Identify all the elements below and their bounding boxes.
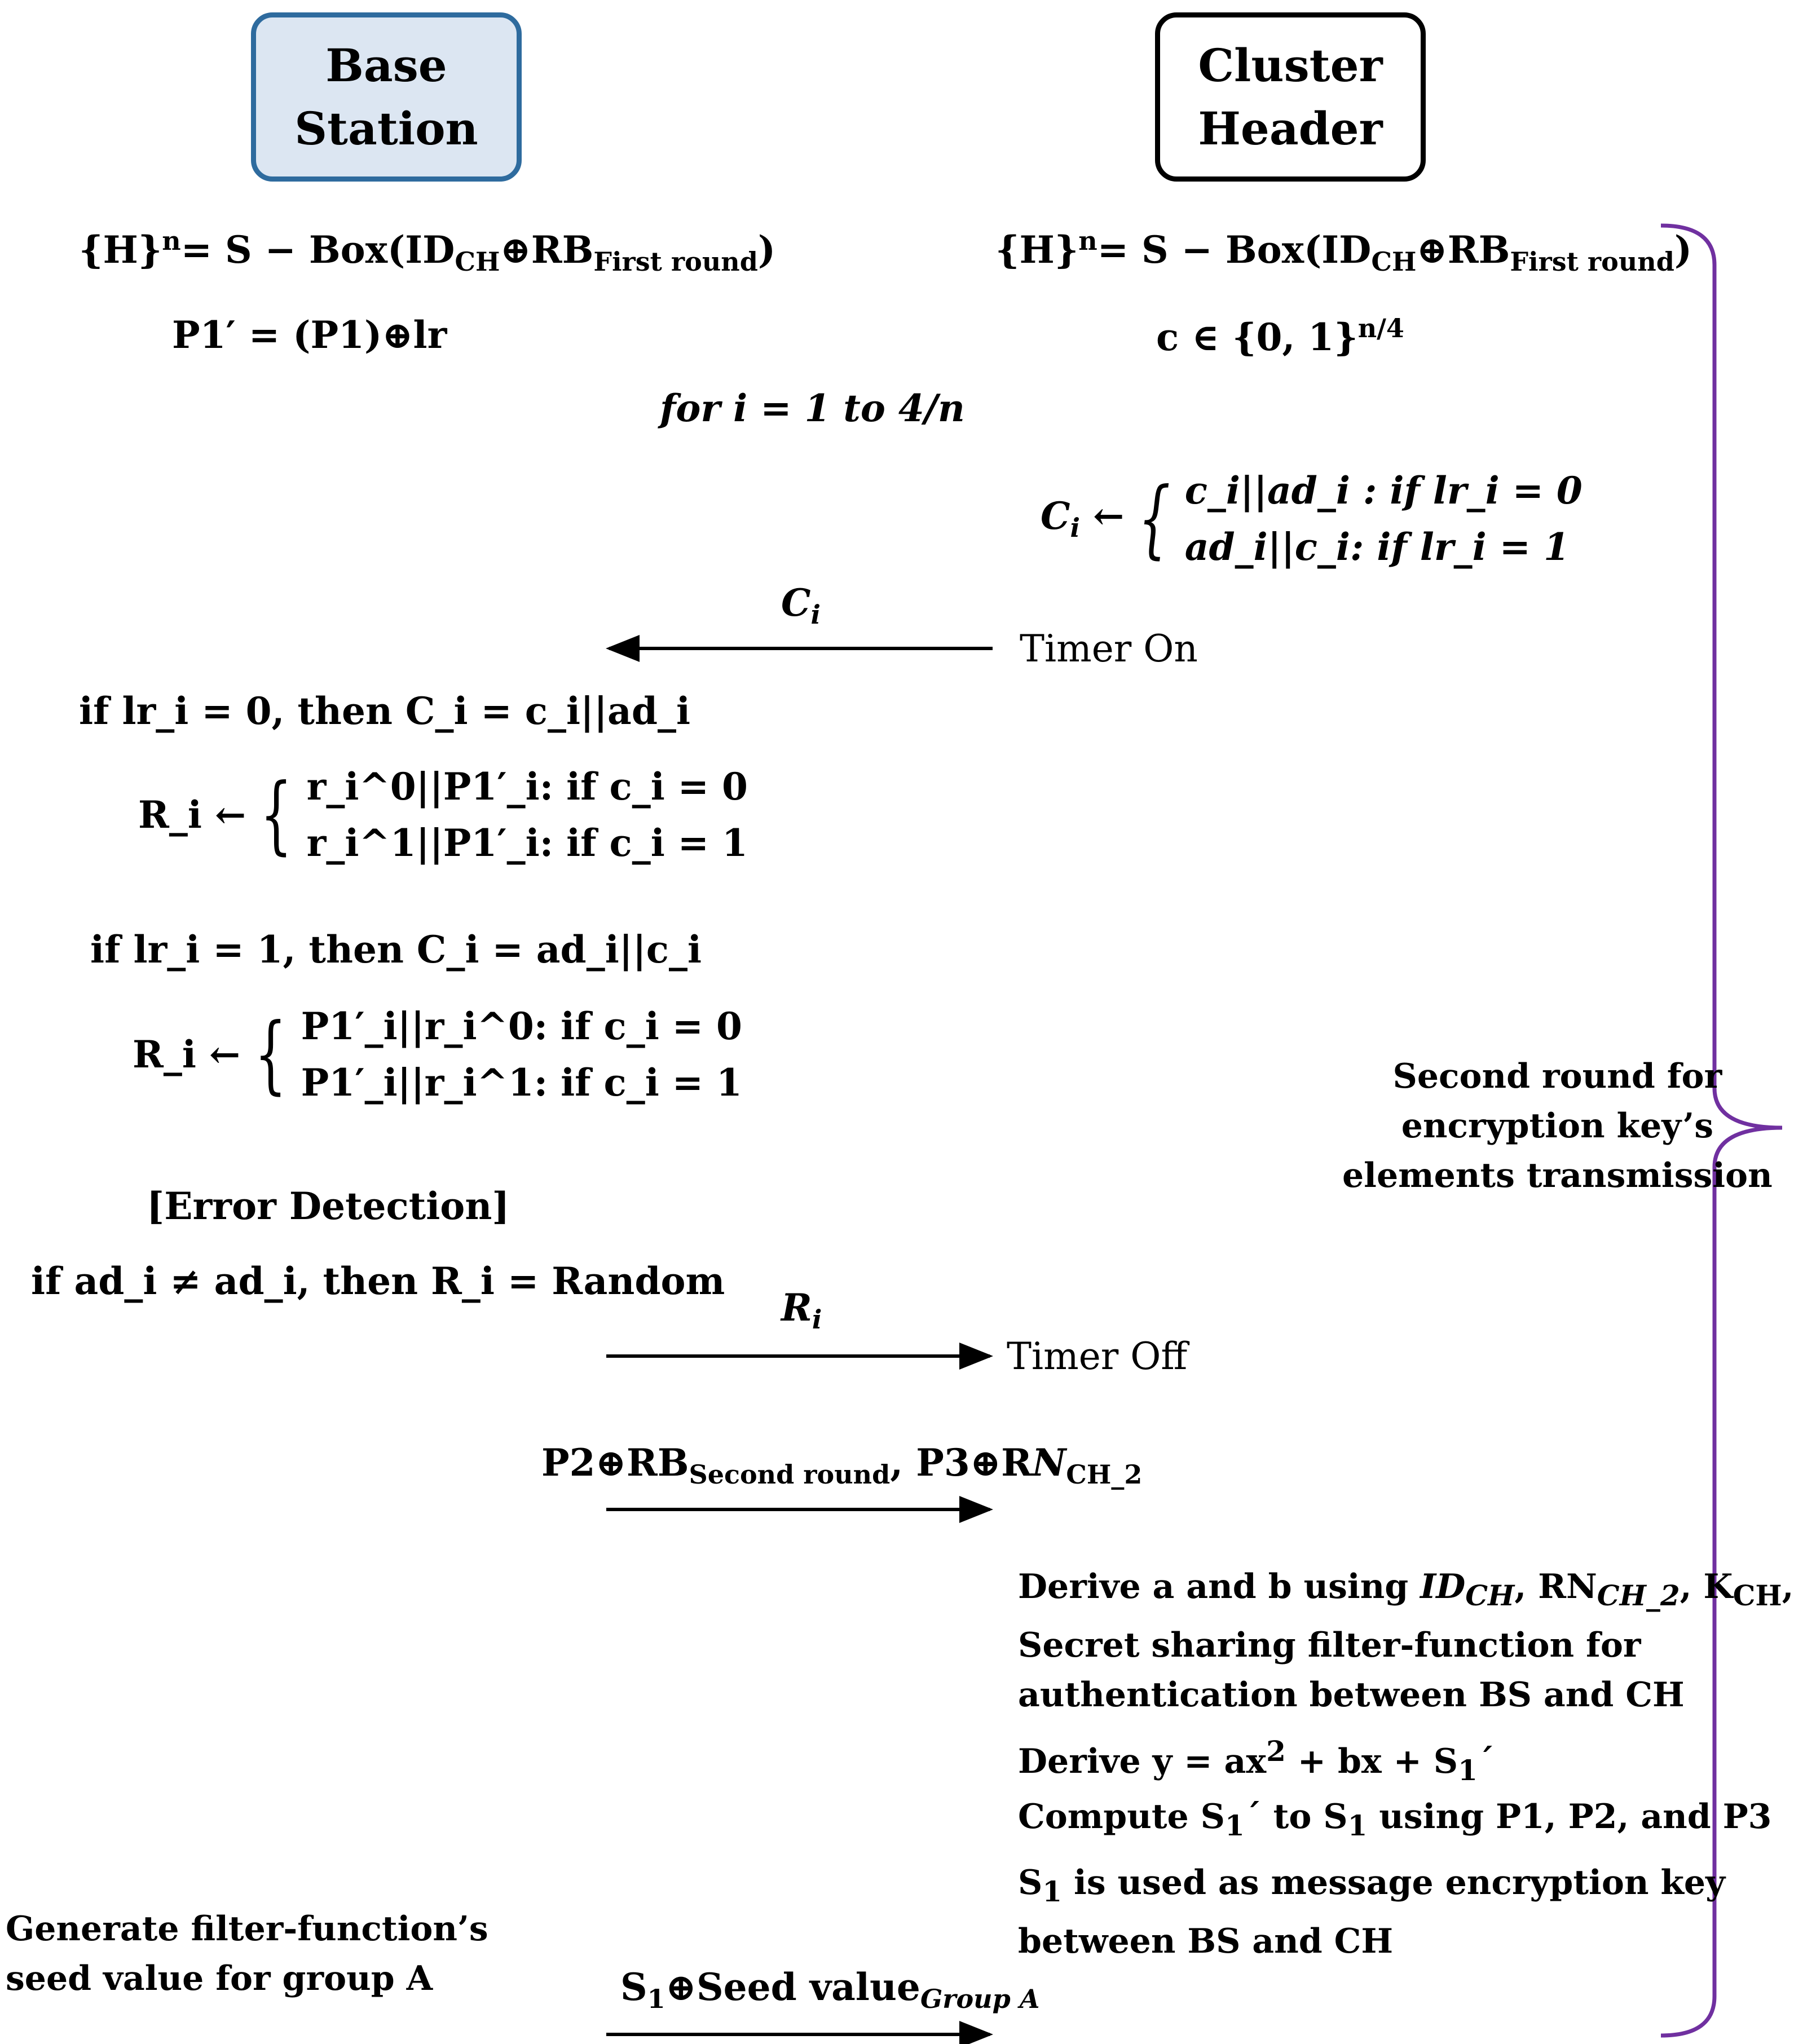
ci-lhs-sub: i (1070, 513, 1081, 544)
timer-on-label: Timer On (1020, 627, 1198, 670)
ci-lhs-base: C (1041, 494, 1070, 538)
msg-ci-base: C (781, 581, 811, 625)
msg-seed-sub: 1 (647, 1984, 665, 2015)
cluster-header-label-line2: Header (1198, 102, 1383, 155)
derive-y-sq: 2 (1266, 1734, 1286, 1768)
msg-seed-a: S (620, 1965, 647, 2009)
s1-key-line1 (1018, 1858, 1725, 1917)
ch-hash-sub2: First round (1510, 246, 1674, 277)
base-station-label-line1: Base (325, 39, 447, 92)
derive-y-sub: 1 (1458, 1754, 1478, 1787)
msg-ri-label (781, 1286, 822, 1335)
ch-hash-sub1: CH (1371, 246, 1417, 277)
ri-lr1-case-1: P1′_i||r_i^0: if c_i = 0 (301, 1004, 742, 1048)
ci-case-1: c_i||ad_i : if lr_i = 0 (1184, 469, 1583, 513)
brace-label-line2: encryption key’s (1401, 1106, 1713, 1146)
error-detection-heading: [Error Detection] (147, 1184, 510, 1228)
ch-hash-xor: ⊕RB (1416, 228, 1510, 272)
msg-seed-label (620, 1965, 1039, 2014)
compute-s1-sub2: 1 (1347, 1809, 1368, 1842)
s1-key-sub: 1 (1042, 1875, 1063, 1908)
msg-seed-b: ⊕Seed value (665, 1965, 920, 2009)
derive-y-b: + bx + S (1285, 1742, 1458, 1781)
derive-ab-k-sub: CH (1733, 1579, 1782, 1612)
msg-p2p3-a: P2⊕RB (541, 1441, 689, 1485)
compute-s1-a: Compute S (1018, 1797, 1225, 1836)
ri-lr0-brace: { (260, 766, 293, 864)
derive-ab-id-sub: CH (1465, 1579, 1515, 1612)
derive-ab-comma: , (1782, 1567, 1794, 1606)
cluster-header-label-line1: Cluster (1198, 39, 1383, 92)
brace-label-line1: Second round for (1392, 1057, 1722, 1096)
ri-lr0-case-1: r_i^0||P1′_i: if c_i = 0 (306, 765, 748, 809)
ri-lr0-definition (138, 758, 748, 871)
compute-s1-b: ´ to S (1244, 1797, 1348, 1836)
p1-prime-equation: P1′ = (P1)⊕lr (172, 313, 447, 357)
brace-label-line3: elements transmission (1342, 1156, 1773, 1195)
ri-lr1-definition (133, 998, 742, 1111)
msg-p2p3-b-italic: N (1032, 1441, 1066, 1485)
ch-hash-mid: = S − Box(ID (1097, 228, 1372, 272)
s1-key-statement (1018, 1858, 1725, 1966)
derive-ab-line2: Secret sharing filter-function for (1018, 1626, 1641, 1665)
derive-y-c: ´ (1477, 1742, 1495, 1781)
bs-hash-sup: n (162, 226, 181, 256)
timer-off-label: Timer Off (1007, 1335, 1188, 1378)
ci-case-2: ad_i||c_i: if lr_i = 1 (1184, 525, 1570, 569)
msg-ri-base: R (781, 1286, 812, 1330)
msg-p2p3-a-sub: Second round (689, 1459, 891, 1490)
c-set-sup: n/4 (1357, 313, 1404, 343)
generate-seed-block (6, 1904, 488, 2003)
derive-ab-id: ID (1420, 1567, 1466, 1606)
ci-brace: { (1138, 470, 1171, 568)
derive-y-a: Derive y = ax (1018, 1742, 1267, 1781)
bs-hash-lhs: {H} (79, 228, 162, 272)
base-station-label-line2: Station (294, 102, 478, 155)
c-set-base: c ∈ {0, 1} (1156, 315, 1358, 359)
derive-ab-line3: authentication between BS and CH (1018, 1675, 1685, 1715)
ch-hash-sup: n (1078, 226, 1097, 256)
bs-hash-sub2: First round (593, 246, 758, 277)
ri-lr0-case-2: r_i^1||P1′_i: if c_i = 1 (306, 821, 748, 865)
msg-ri-sub: i (812, 1304, 822, 1335)
derive-ab-k: , K (1680, 1567, 1733, 1606)
derive-ab-text: Derive a and b using (1018, 1567, 1421, 1606)
msg-p2p3-label (541, 1441, 1142, 1490)
msg-ci-label (781, 581, 821, 630)
generate-seed-line2: seed value for group A (6, 1959, 433, 1998)
generate-seed-line1: Generate filter-function’s (6, 1909, 488, 1949)
derive-y-equation (1018, 1727, 1495, 1795)
ch-hash-lhs: {H} (995, 228, 1079, 272)
ri-lr1-case-2: P1′_i||r_i^1: if c_i = 1 (301, 1061, 742, 1105)
ch-hash-end: ) (1674, 228, 1692, 272)
bs-hash-mid: = S − Box(ID (180, 228, 455, 272)
compute-s1-statement (1018, 1792, 1771, 1851)
derive-ab-rn-sub: CH_2 (1597, 1579, 1680, 1612)
s1-key-a: S (1018, 1863, 1043, 1902)
derive-ab-block (1018, 1562, 1794, 1720)
ri-lr1-lhs: R_i ← (133, 1032, 241, 1076)
compute-s1-sub1: 1 (1224, 1809, 1245, 1842)
msg-p2p3-b: , P3⊕R (890, 1441, 1032, 1485)
derive-ab-rn: , RN (1514, 1567, 1597, 1606)
msg-seed-it-sub: Group A (920, 1984, 1040, 2015)
s1-key-b: is used as message encryption key (1062, 1863, 1725, 1902)
s1-key-line2: between BS and CH (1018, 1922, 1394, 1961)
msg-p2p3-b-sub: CH_2 (1066, 1459, 1143, 1490)
bs-hash-end: ) (757, 228, 776, 272)
ri-lr1-brace: { (254, 1005, 287, 1103)
cond-lr0: if lr_i = 0, then C_i = c_i||ad_i (79, 689, 691, 733)
loop-statement: for i = 1 to 4/n (660, 386, 965, 430)
bs-hash-xor: ⊕RB (500, 228, 594, 272)
msg-ci-sub: i (810, 599, 821, 630)
brace-label (1342, 1052, 1773, 1200)
compute-s1-c: using P1, P2, and P3 (1367, 1797, 1772, 1836)
bs-hash-sub1: CH (455, 246, 500, 277)
derive-ab-line1 (1018, 1562, 1794, 1621)
ci-lhs-arrow: ← (1080, 494, 1125, 538)
ri-lr0-lhs: R_i ← (138, 793, 246, 837)
error-rule: if ad_i ≠ ad_i, then R_i = Random (31, 1259, 725, 1303)
cond-lr1: if lr_i = 1, then C_i = ad_i||c_i (90, 928, 702, 972)
